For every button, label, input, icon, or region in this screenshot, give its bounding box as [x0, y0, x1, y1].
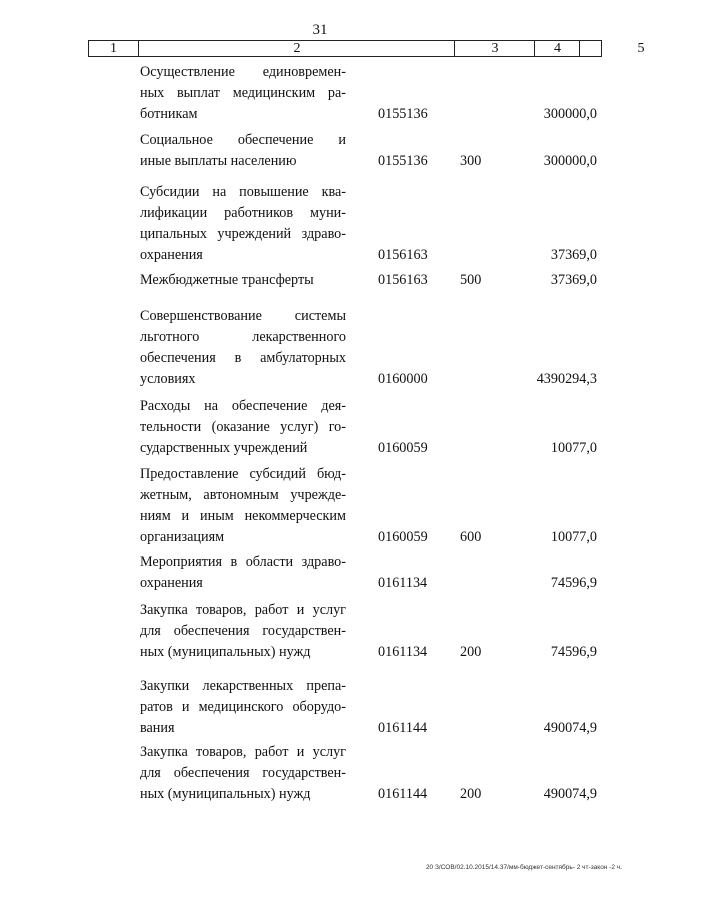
row-description-line: Мероприятия в области здраво-: [140, 554, 346, 570]
row-description-line: Закупки лекарственных препа-: [140, 678, 346, 694]
row-description: [140, 600, 346, 663]
row-description-line: Осуществление единовремен-: [140, 64, 346, 80]
row-amount: 300000,0: [543, 153, 597, 169]
row-description-line: организациям: [140, 529, 225, 545]
row-code: 0160059: [378, 440, 428, 456]
row-amount: 10077,0: [550, 529, 597, 545]
row-description-line: ниям и иным некоммерческим: [140, 508, 346, 524]
row-description-line: Предоставление субсидий бюд-: [140, 466, 346, 482]
row-type: 600: [460, 529, 482, 545]
row-description-line: Межбюджетные трансферты: [140, 272, 314, 288]
row-type: 200: [460, 786, 482, 802]
row-description-line: Социальное обеспечение и: [140, 132, 346, 148]
row-code: 0160059: [378, 529, 428, 545]
row-code: 0156163: [378, 247, 428, 263]
row-description: [140, 182, 346, 266]
row-description-line: Субсидии на повышение ква-: [140, 184, 346, 200]
row-description-line: условиях: [140, 371, 196, 387]
row-amount: 10077,0: [550, 440, 597, 456]
header-col-2: 2: [138, 41, 455, 56]
row-description-line: ных (муниципальных) нужд: [140, 644, 311, 660]
row-type: 300: [460, 153, 482, 169]
row-description-line: сударственных учреждений: [140, 440, 308, 456]
row-amount: 4390294,3: [536, 371, 597, 387]
row-amount: 74596,9: [550, 644, 597, 660]
row-description-line: льготного лекарственного: [140, 329, 346, 345]
row-description-line: вания: [140, 720, 175, 736]
row-description: [140, 130, 346, 172]
footer-note: 20 З/СОВ/02.10.2015/14.37/мм-бюджет-сентябрь- 2 чт-закон -2 ч.: [425, 864, 622, 871]
row-code: 0161134: [378, 644, 428, 660]
row-code: 0155136: [378, 106, 428, 122]
row-description-line: ных (муниципальных) нужд: [140, 786, 311, 802]
row-code: 0161134: [378, 575, 428, 591]
header-col-1: 1: [110, 40, 117, 56]
row-description: [140, 270, 346, 291]
row-description: [140, 62, 346, 125]
row-description-line: Расходы на обеспечение дея-: [140, 398, 346, 414]
row-description: [140, 742, 346, 805]
row-amount: 300000,0: [543, 106, 597, 122]
table-header: [88, 40, 645, 57]
row-description-line: обеспечения в амбулаторных: [140, 350, 346, 366]
row-code: 0161144: [378, 786, 428, 802]
page-number: 31: [312, 22, 328, 38]
row-description: [140, 676, 346, 739]
row-description-line: охранения: [140, 247, 203, 263]
row-description-line: ципальных учреждений здраво-: [140, 226, 346, 242]
row-description: [140, 464, 346, 548]
row-description: [140, 306, 346, 390]
row-description-line: лификации работников муни-: [140, 205, 346, 221]
row-description-line: ботникам: [140, 106, 198, 122]
row-code: 0156163: [378, 272, 428, 288]
row-description-line: Совершенствование системы: [140, 308, 346, 324]
row-code: 0160000: [378, 371, 428, 387]
row-amount: 74596,9: [550, 575, 597, 591]
header-col-5: 5: [579, 41, 702, 56]
row-description-line: для обеспечения государствен-: [140, 765, 346, 781]
row-description-line: иные выплаты населению: [140, 153, 297, 169]
header-col-3: 3: [454, 41, 535, 56]
row-description: [140, 552, 346, 594]
row-description-line: Закупка товаров, работ и услуг: [140, 602, 346, 618]
row-amount: 37369,0: [550, 272, 597, 288]
row-amount: 490074,9: [543, 786, 597, 802]
row-description-line: жетным, автономным учрежде-: [140, 487, 346, 503]
row-description-line: тельности (оказание услуг) го-: [140, 419, 346, 435]
row-description-line: для обеспечения государствен-: [140, 623, 346, 639]
row-description-line: ных выплат медицинским ра-: [140, 85, 346, 101]
header-col-4: 4: [534, 41, 580, 56]
row-description: [140, 396, 346, 459]
row-amount: 37369,0: [550, 247, 597, 263]
row-code: 0155136: [378, 153, 428, 169]
row-description-line: Закупка товаров, работ и услуг: [140, 744, 346, 760]
row-code: 0161144: [378, 720, 428, 736]
row-amount: 490074,9: [543, 720, 597, 736]
row-description-line: ратов и медицинского оборудо-: [140, 699, 346, 715]
row-description-line: охранения: [140, 575, 203, 591]
row-type: 200: [460, 644, 482, 660]
row-type: 500: [460, 272, 482, 288]
